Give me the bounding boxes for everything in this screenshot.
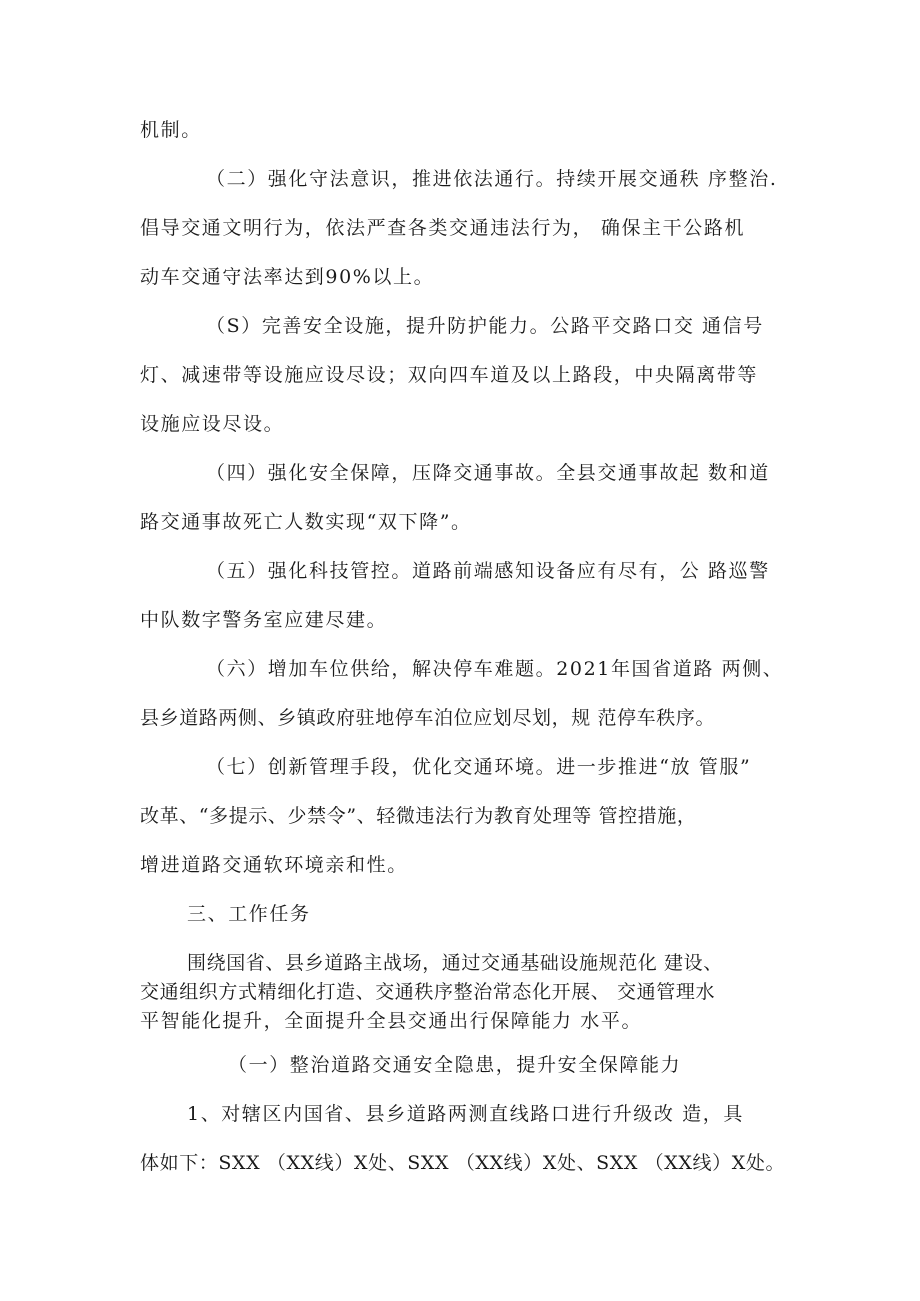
text-line-10: （五）强化科技管控。道路前端感知设备应有尽有，公 路巡警: [206, 560, 770, 582]
text-line-5: （S）完善安全设施，提升防护能力。公路平交路口交 通信号: [206, 315, 764, 337]
text-line-7: 设施应设尽设。: [140, 413, 285, 435]
text-line-8: （四）强化安全保障，压降交通事故。全县交通事故起 数和道: [206, 462, 770, 484]
text-line-12: （六）增加车位供给，解决停车难题。2021年国省道路 两侧、: [206, 658, 784, 680]
text-line-16: 增进道路交通软环境亲和性。: [140, 854, 408, 876]
text-line-20: 平智能化提升，全面提升全县交通出行保障能力 水平。: [140, 1010, 643, 1032]
text-line-4: 动车交通守法率达到90%以上。: [140, 266, 435, 288]
text-line-19: 交通组织方式精细化打造、交通秩序整治常态化开展、 交通管理水: [140, 981, 716, 1003]
text-line-1: 机制。: [140, 119, 202, 141]
text-line-13: 县乡道路两侧、乡镇政府驻地停车泊位应划尽划，规 范停车秩序。: [140, 707, 716, 729]
text-line-22: 1、对辖区内国省、县乡道路两测直线路口进行升级改 造，具: [187, 1103, 744, 1125]
subsection-heading: （一）整治道路交通安全隐患，提升安全保障能力: [228, 1054, 682, 1076]
text-line-15: 改革、“多提示、少禁令”、轻微违法行为教育处理等 管控措施，: [140, 805, 697, 827]
text-line-9: 路交通事故死亡人数实现“双下降”。: [140, 511, 472, 533]
text-line-6: 灯、减速带等设施应设尽设；双向四车道及以上路段，中央隔离带等: [140, 364, 759, 386]
text-line-14: （七）创新管理手段，优化交通环境。进一步推进“放 管服”: [206, 756, 752, 778]
text-line-3: 倡导交通文明行为，依法严查各类交通违法行为， 确保主干公路机: [140, 217, 746, 239]
section-heading: 三、工作任务: [187, 903, 311, 925]
text-line-11: 中队数字警务室应建尽建。: [140, 609, 388, 631]
text-line-18: 围绕国省、县乡道路主战场，通过交通基础设施规范化 建设、: [187, 952, 723, 974]
text-line-23: 体如下：SXX （XX线）X处、SXX （XX线）X处、SXX （XX线）X处。: [140, 1152, 786, 1174]
text-line-2: （二）强化守法意识，推进依法通行。持续开展交通秩 序整治.: [206, 168, 778, 190]
